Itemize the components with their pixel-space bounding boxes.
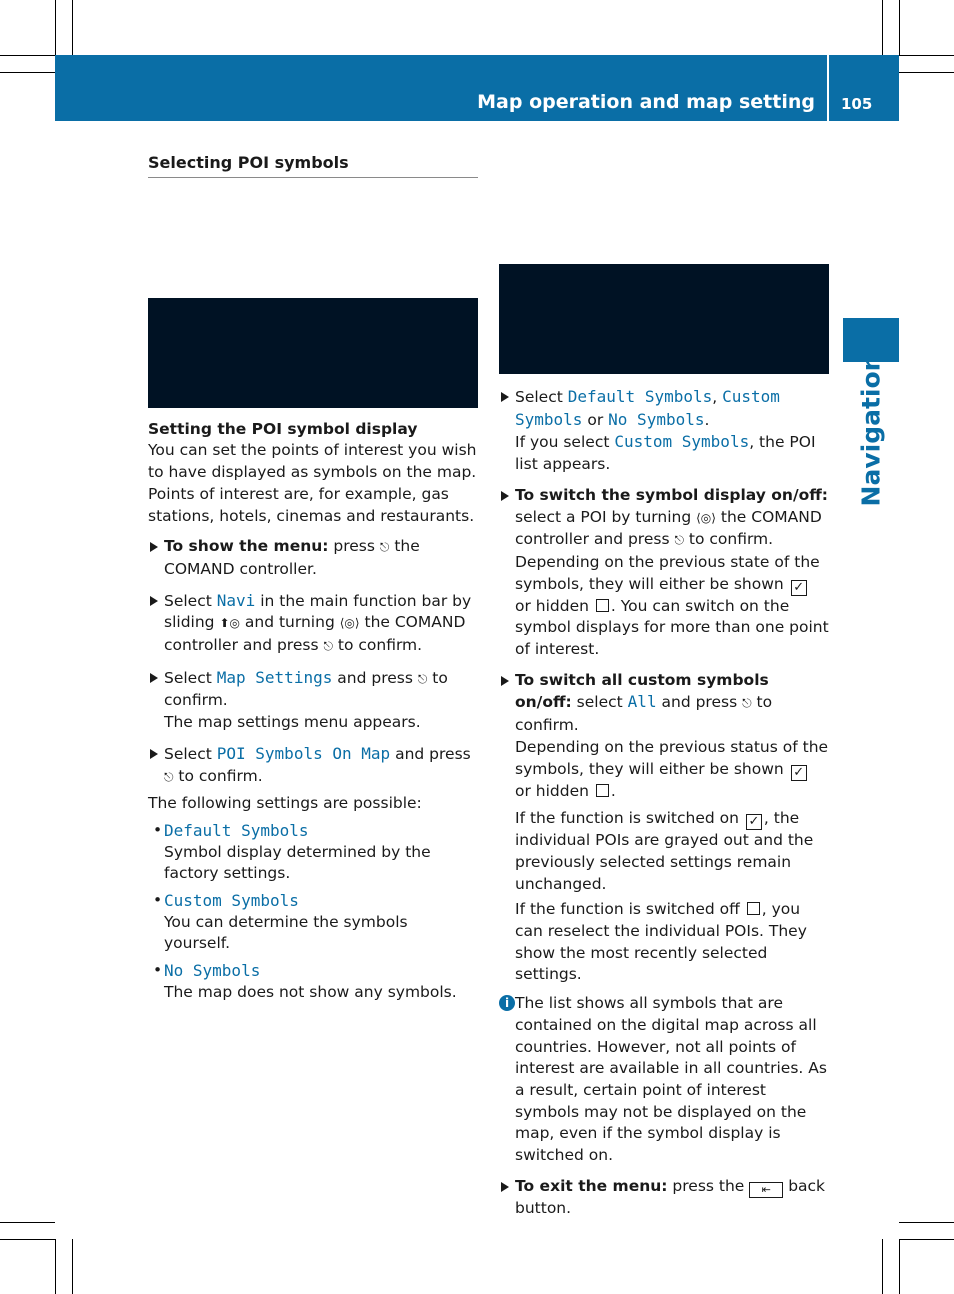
crop-mark: [899, 55, 954, 56]
info-text: The list shows all symbols that are contained on the digital map across all countries. However, not all points of interest are available in all countries. As a result, certain point of interest symbols may not be displayed on the map, even if the symbol display is switched on.: [515, 994, 827, 1165]
page-number: 105: [841, 95, 873, 113]
section-heading: Selecting POI symbols: [148, 152, 478, 178]
step-text: to confirm.: [332, 636, 423, 655]
step-text: the COMAND controller and press: [515, 507, 822, 549]
paragraph-switched-off: [499, 899, 829, 986]
step-text: .: [704, 410, 710, 429]
step-toggle-all: [499, 670, 829, 803]
step-text: Depending on the previous status of the symbols, they will either be shown: [515, 737, 829, 778]
step-label: To switch all custom symbols on/off:: [515, 670, 769, 712]
figure-spacer: [148, 178, 478, 298]
info-note: [499, 993, 829, 1167]
step-text: or: [582, 410, 609, 429]
menu-item-poi-symbols: POI Symbols On Map: [216, 743, 391, 763]
crop-mark: [55, 1239, 56, 1294]
step-note: [515, 431, 829, 475]
step-text: Select: [164, 591, 217, 610]
step-text: ,: [712, 388, 723, 406]
option-all: All: [627, 692, 657, 712]
crop-mark: [899, 1239, 954, 1240]
step-show-menu: [148, 536, 478, 580]
option-desc: Symbol display determined by the factory settings.: [164, 842, 431, 883]
step-toggle-symbol: [499, 485, 829, 661]
controller-turn-icon: ⟨◎⟩: [696, 510, 716, 525]
step-text: and press: [656, 693, 743, 712]
option-desc: The map does not show any symbols.: [164, 982, 457, 1001]
crop-mark: [72, 1239, 73, 1294]
page-title: Map operation and map setting: [477, 91, 815, 113]
info-icon: i: [499, 995, 515, 1011]
settings-intro: The following settings are possible:: [148, 794, 422, 813]
option-name: No Symbols: [164, 961, 261, 981]
step-text: to confirm.: [683, 530, 774, 549]
step-label: To show the menu:: [164, 537, 329, 556]
controller-press-icon: ⎋: [379, 540, 390, 555]
crop-mark: [0, 55, 55, 56]
option-custom-symbols: Custom Symbols: [515, 387, 780, 429]
step-text: .: [610, 781, 616, 800]
bullet-dot: •: [153, 820, 163, 839]
menu-item-navi: Navi: [216, 590, 256, 610]
subheading: Setting the POI symbol display: [148, 419, 418, 438]
crop-mark: [882, 1239, 883, 1294]
step-label: To switch the symbol display on/off:: [515, 485, 829, 504]
step-text: the COMAND controller.: [164, 537, 420, 578]
controller-press-icon: ⎋: [323, 639, 333, 654]
checkbox-empty-icon: [596, 599, 609, 612]
step-text: or hidden: [515, 596, 594, 615]
checkbox-empty-icon: [596, 784, 609, 797]
checkbox-checked-icon: ✓: [746, 814, 762, 830]
step-text: and press: [390, 744, 471, 763]
step-text: the COMAND controller and press: [164, 613, 466, 655]
step-note: [515, 552, 829, 661]
step-select-symbols: [499, 386, 829, 476]
step-poi-symbols: [148, 743, 478, 788]
step-map-settings: [148, 667, 478, 734]
crop-mark: [899, 0, 900, 55]
menu-item-map-settings: Map Settings: [216, 667, 333, 687]
left-column: [148, 152, 478, 1004]
checkbox-checked-icon: ✓: [791, 580, 807, 596]
step-text: select a POI by turning: [515, 507, 697, 526]
step-exit-menu: [499, 1176, 829, 1220]
step-label: To exit the menu:: [515, 1176, 668, 1195]
crop-mark: [55, 0, 56, 55]
step-text: . You can switch on the symbol displays for more than one point of interest.: [515, 596, 829, 659]
step-text: in the main function bar by sliding: [164, 591, 472, 632]
step-select-navi: [148, 590, 478, 658]
crop-mark: [0, 1222, 55, 1223]
step-text: Depending on the previous state of the symbols, they will either be shown: [515, 552, 820, 593]
step-note: The map settings menu appears.: [164, 713, 421, 732]
crop-mark: [899, 72, 954, 73]
checkbox-checked-icon: ✓: [791, 765, 807, 781]
step-text: Select: [164, 744, 217, 763]
step-text: If you select: [515, 433, 615, 452]
option-desc: You can determine the symbols yourself.: [164, 912, 408, 953]
option-default-symbols: [148, 820, 478, 885]
crop-mark: [899, 1239, 900, 1294]
step-text: , the POI list appears.: [515, 433, 816, 474]
option-no-symbols: [148, 960, 478, 1003]
paragraph-switched-on: [499, 808, 829, 895]
crop-mark: [72, 0, 73, 55]
step-text: press: [328, 537, 380, 556]
page-header: [55, 55, 899, 121]
bullet-dot: •: [153, 961, 163, 980]
right-column: [499, 264, 829, 1220]
option-default-symbols: Default Symbols: [567, 387, 713, 406]
option-name: Custom Symbols: [164, 891, 299, 911]
back-button-icon: ⇤: [749, 1182, 783, 1198]
crop-mark: [0, 72, 55, 73]
step-text: , the individual POIs are grayed out and the previously selected settings remain unchanged.: [515, 809, 814, 893]
controller-turn-icon: ⟨◎⟩: [339, 616, 360, 631]
controller-slide-up-icon: ⬆◎: [219, 616, 240, 631]
header-divider: [827, 55, 829, 121]
step-text: If the function is switched off: [515, 900, 745, 919]
step-text: If the function is switched on: [515, 809, 744, 828]
step-note: [515, 737, 829, 802]
step-text: select: [571, 693, 628, 712]
step-text: or hidden: [515, 781, 594, 800]
option-name: Default Symbols: [164, 820, 309, 840]
step-text: and press: [332, 668, 418, 687]
section-tab-label: Navigation: [856, 353, 886, 507]
step-text: to confirm.: [173, 766, 263, 785]
option-custom-symbols: Custom Symbols: [614, 432, 750, 452]
step-text: to confirm.: [515, 693, 773, 735]
controller-press-icon: ⎋: [164, 769, 174, 784]
step-text: back button.: [515, 1176, 826, 1217]
crop-mark: [0, 1239, 55, 1240]
step-text: to confirm.: [164, 668, 448, 710]
crop-mark: [899, 1222, 954, 1223]
screen-figure: [499, 264, 829, 374]
step-text: , you can reselect the individual POIs. They show the most recently selected settings.: [515, 900, 807, 984]
screen-figure: [148, 298, 478, 408]
step-text: Select: [515, 388, 568, 406]
checkbox-empty-icon: [747, 902, 760, 915]
controller-press-icon: ⎋: [417, 671, 428, 686]
intro-paragraph: You can set the points of interest you wish to have displayed as symbols on the map. Points of interest are, for example, gas stations, hotels, cinemas and restaurants.: [148, 441, 477, 525]
step-text: press the: [667, 1176, 750, 1195]
crop-mark: [882, 0, 883, 55]
controller-press-icon: ⎋: [742, 696, 752, 711]
option-custom-symbols: [148, 890, 478, 955]
step-text: Select: [164, 668, 217, 687]
step-text: and turning: [239, 613, 340, 632]
bullet-dot: •: [153, 891, 163, 910]
option-no-symbols: No Symbols: [608, 409, 705, 429]
controller-press-icon: ⎋: [674, 533, 684, 548]
